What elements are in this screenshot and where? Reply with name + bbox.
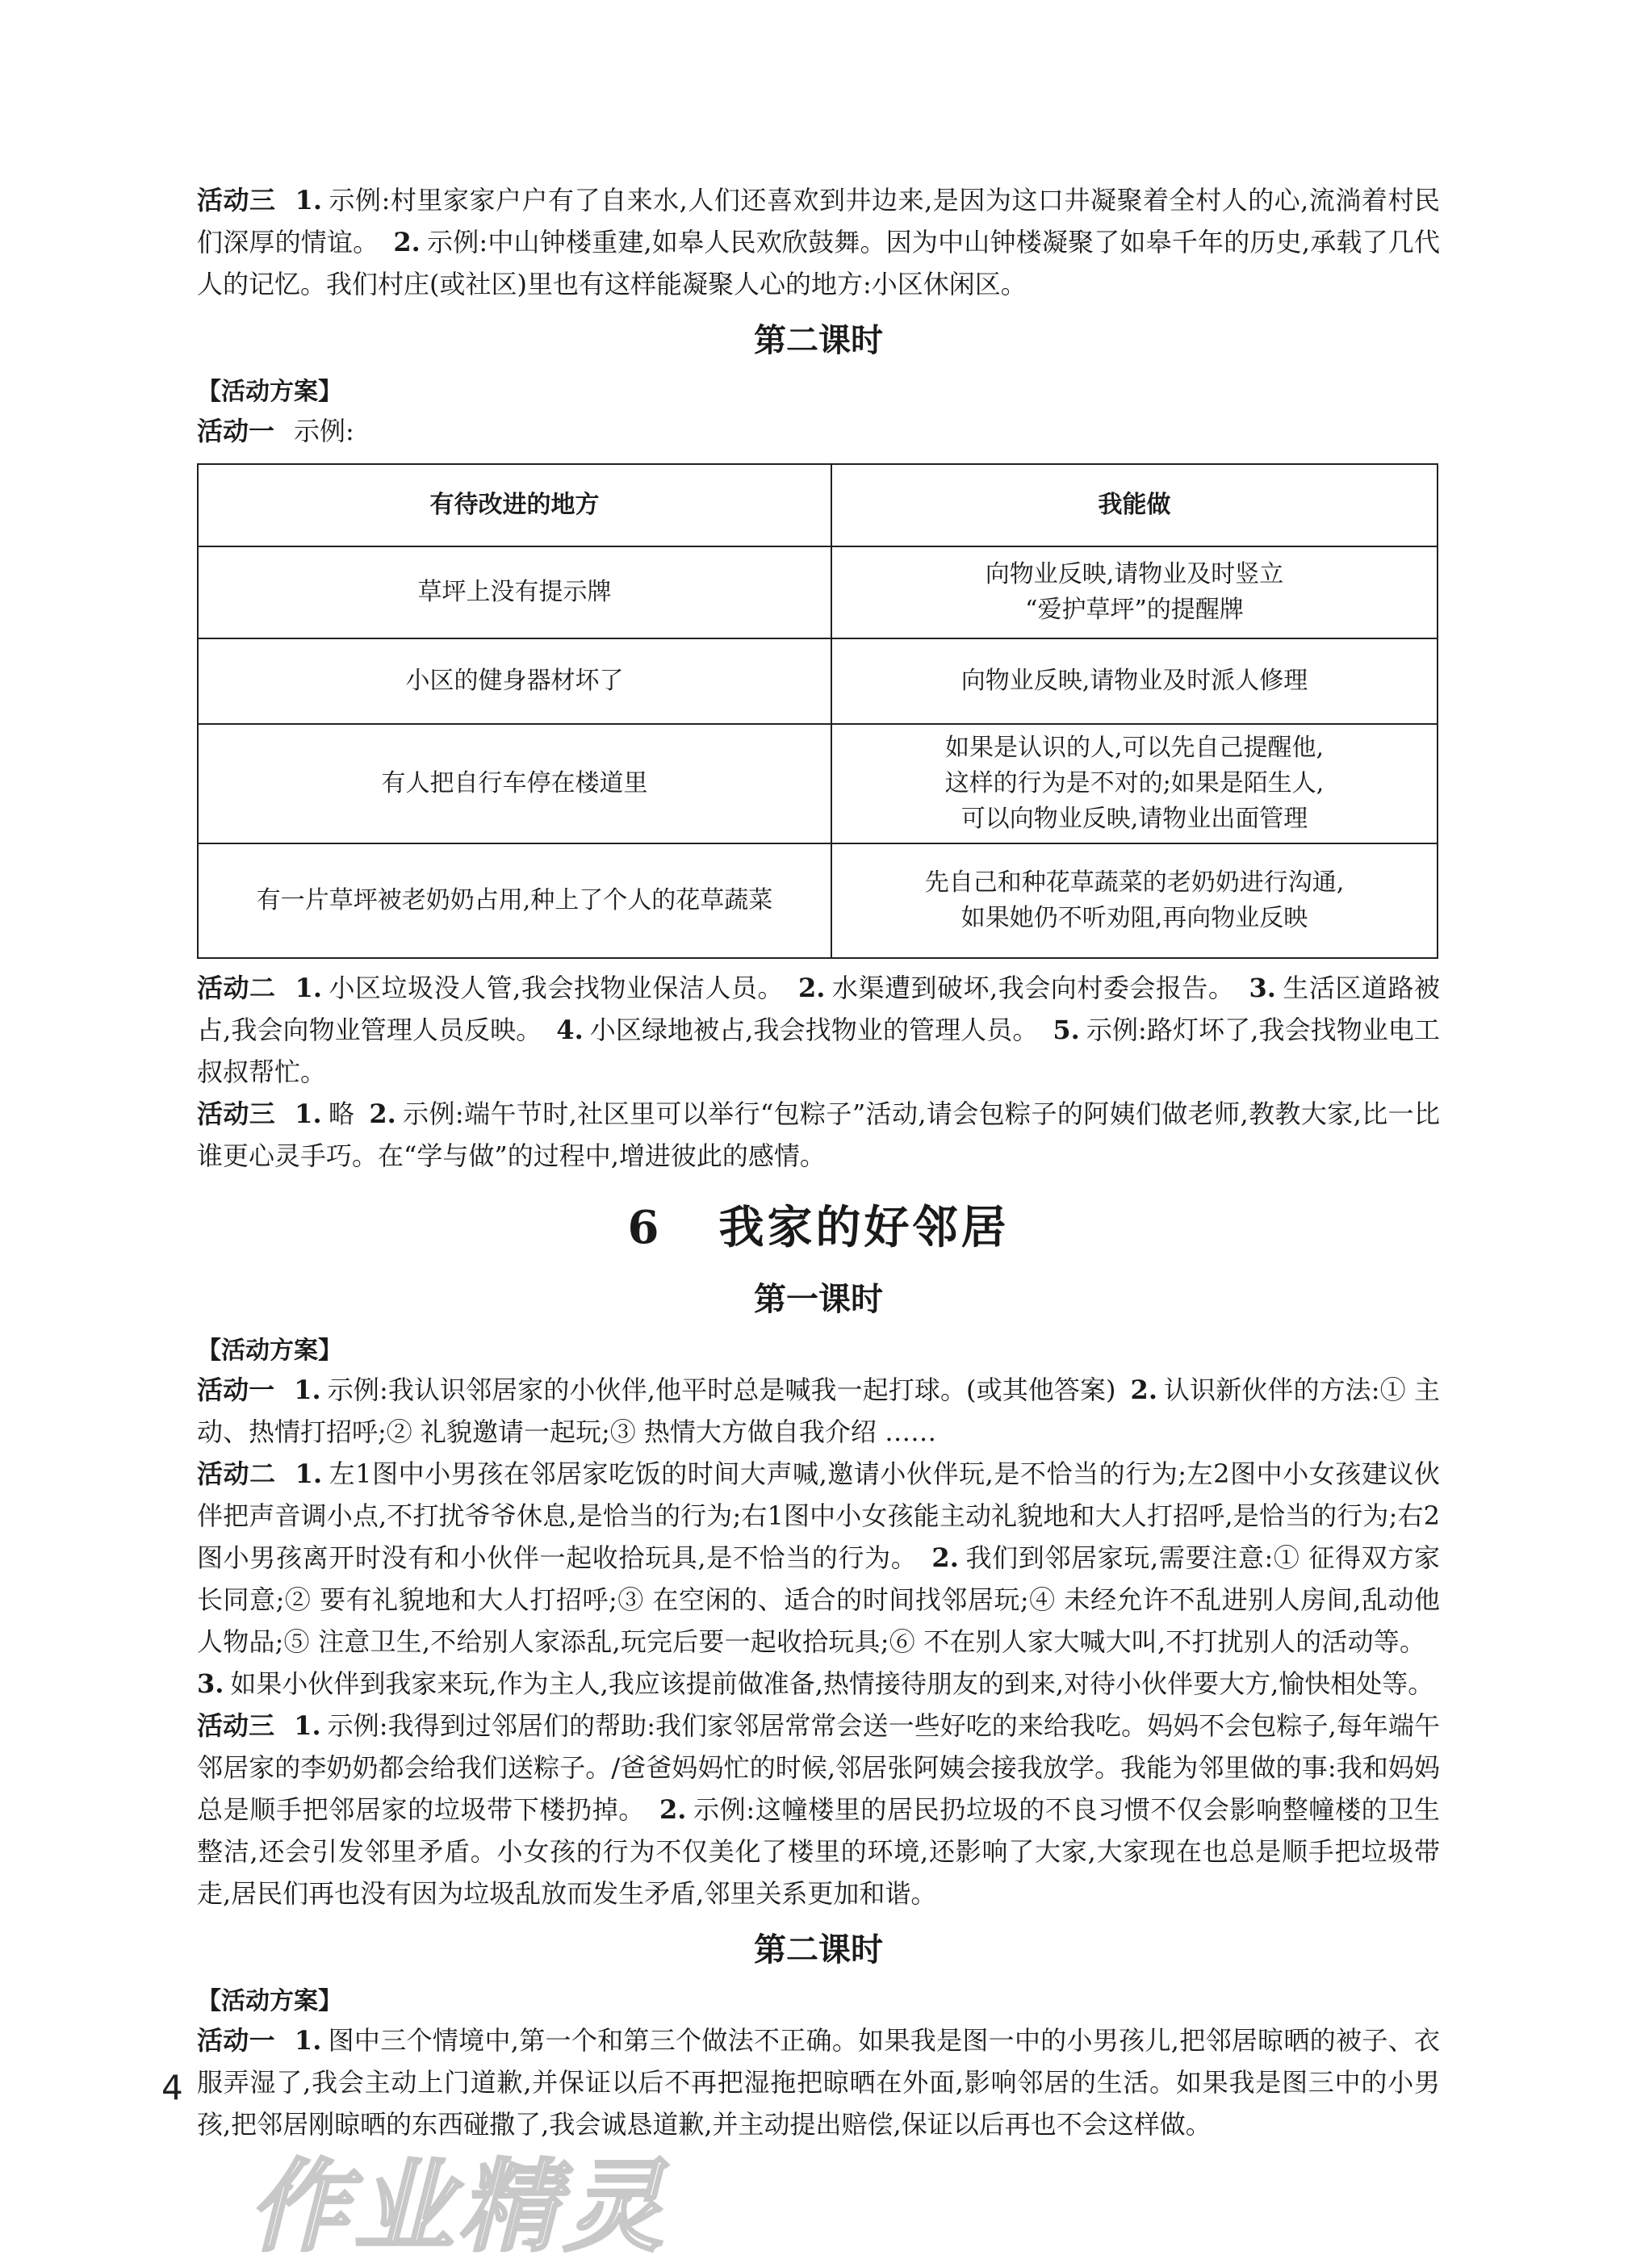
- section-heading: 第一课时: [754, 1280, 883, 1318]
- table-cell: 草坪上没有提示牌: [198, 546, 831, 638]
- table-cell: 有一片草坪被老奶奶占用,种上了个人的花草蔬菜: [198, 843, 831, 958]
- table-cell: 先自己和种花草蔬菜的老奶奶进行沟通, 如果她仍不听劝阻,再向物业反映: [831, 843, 1438, 958]
- table-row: [198, 724, 1438, 843]
- activity-label: 活动二: [197, 1458, 276, 1489]
- activity-paragraph: 活动三 1. 示例:我得到过邻居们的帮助:我们家邻居常常会送一些好吃的来给我吃。妈妈不会包粽子,每年端午邻居家的李奶奶都会给我们送粽子。/爸爸妈妈忙的时候,邻居张阿姨会接我放学。我能为邻里做的事:我和妈妈总是顺手把邻居家的垃圾带下楼扔掉。 2. 示例:这幢楼里的居民扔垃圾的不良习惯不仅会影响整幢楼的卫生整洁,还会引发邻里矛盾。小女孩的行为不仅美化了楼里的环境,还影响了大家,大家现在也总是顺手把垃圾带走,居民们再也没有因为垃圾乱放而发生矛盾,邻里关系更加和谐。: [197, 1710, 1440, 1909]
- activity-paragraph: 活动一 示例:: [197, 416, 354, 446]
- section-heading: 第二课时: [754, 1931, 883, 1969]
- activity-label: 活动二: [197, 973, 276, 1003]
- activity-paragraph: 活动二 1. 左1图中小男孩在邻居家吃饭的时间大声喊,邀请小伙伴玩,是不恰当的行为;左2图中小女孩建议伙伴把声音调小点,不打扰爷爷休息,是恰当的行为;右1图中小女孩能主动礼貌地和大人打招呼,是恰当的行为;右2图小男孩离开时没有和小伙伴一起收拾玩具,是不恰当的行为。 2. 我们到邻居家玩,需要注意:① 征得双方家长同意;② 要有礼貌地和大人打招呼;③ 在空闲的、适合的时间找邻居玩;④ 未经允许不乱进别人房间,乱动他人物品;⑤ 注意卫生,不给别人家添乱,玩完后要一起收拾玩具;⑥ 不在别人家大喊大叫,不打扰别人的活动等。3. 如果小伙伴到我家来玩,作为主人,我应该提前做准备,热情接待朋友的到来,对待小伙伴要大方,愉快相处等。: [197, 1458, 1440, 1699]
- table-cell: 向物业反映,请物业及时竖立 “爱护草坪”的提醒牌: [831, 546, 1438, 638]
- activity-paragraph: 活动三 1. 示例:村里家家户户有了自来水,人们还喜欢到井边来,是因为这口井凝聚着全村人的心,流淌着村民们深厚的情谊。 2. 示例:中山钟楼重建,如皋人民欢欣鼓舞。因为中山钟楼凝聚了如皋千年的历史,承载了几代人的记忆。我们村庄(或社区)里也有这样能凝聚人心的地方:小区休闲区。: [197, 185, 1440, 299]
- activity-label: 活动一: [197, 2025, 275, 2056]
- activity-label: 活动一: [197, 1375, 275, 1405]
- table-header-row: [198, 464, 1438, 546]
- column-header: 我能做: [831, 464, 1438, 546]
- activity-label: 活动三: [197, 1098, 276, 1129]
- answer-table: [197, 463, 1438, 959]
- table-cell: 小区的健身器材坏了: [198, 638, 831, 724]
- section-heading: 第二课时: [754, 321, 883, 359]
- svg-text:作业精灵: 作业精灵: [249, 2149, 669, 2264]
- activity-paragraph: 活动二 1. 小区垃圾没人管,我会找物业保洁人员。 2. 水渠遭到破坏,我会向村委会报告。 3. 生活区道路被占,我会向物业管理人员反映。 4. 小区绿地被占,我会找物业的管理人员。 5. 示例:路灯坏了,我会找物业电工叔叔帮忙。: [197, 973, 1440, 1087]
- activity-label: 活动三: [197, 1710, 275, 1741]
- page-content: [197, 179, 1440, 2145]
- lesson-number: 6: [627, 1201, 663, 1254]
- table-cell: 向物业反映,请物业及时派人修理: [831, 638, 1438, 724]
- activity-paragraph: 活动三 1. 略 2. 示例:端午节时,社区里可以举行“包粽子”活动,请会包粽子的阿姨们做老师,教教大家,比一比谁更心灵手巧。在“学与做”的过程中,增进彼此的感情。: [197, 1098, 1440, 1171]
- table-row: [198, 638, 1438, 724]
- watermark-logo: [242, 2143, 694, 2264]
- table-cell: 如果是认识的人,可以先自己提醒他, 这样的行为是不对的;如果是陌生人, 可以向物业反映,请物业出面管理: [831, 724, 1438, 843]
- column-header: 有待改进的地方: [198, 464, 831, 546]
- table-row: [198, 843, 1438, 958]
- page-number: 4: [161, 2068, 183, 2107]
- plan-label: 【活动方案】: [197, 1337, 342, 1365]
- activity-paragraph: 活动一 1. 图中三个情境中,第一个和第三个做法不正确。如果我是图一中的小男孩儿,把邻居晾晒的被子、衣服弄湿了,我会主动上门道歉,并保证以后不再把湿拖把晾晒在外面,影响邻居的生活。如果我是图三中的小男孩,把邻居刚晾晒的东西碰撒了,我会诚恳道歉,并主动提出赔偿,保证以后再也不会这样做。: [197, 2025, 1440, 2140]
- plan-label: 【活动方案】: [197, 378, 342, 406]
- activity-paragraph: 活动一 1. 示例:我认识邻居家的小伙伴,他平时总是喊我一起打球。(或其他答案) 2. 认识新伙伴的方法:① 主动、热情打招呼;② 礼貌邀请一起玩;③ 热情大方做自我介绍 ……: [197, 1375, 1440, 1447]
- activity-label: 活动一: [197, 416, 275, 446]
- lesson-title: 6 我家的好邻居: [627, 1201, 1010, 1254]
- plan-label: 【活动方案】: [197, 1987, 342, 2015]
- activity-label: 活动三: [197, 185, 276, 216]
- table-row: [198, 546, 1438, 638]
- table-cell: 有人把自行车停在楼道里: [198, 724, 831, 843]
